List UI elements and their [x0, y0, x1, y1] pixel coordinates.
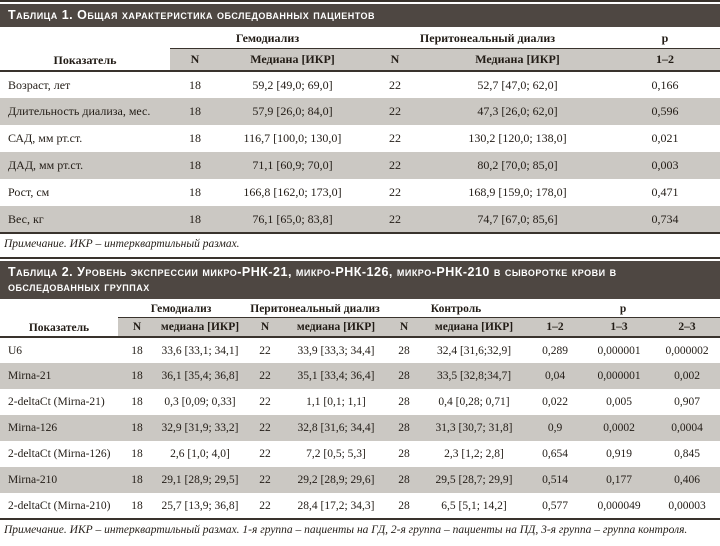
cell-value: 28 [398, 396, 410, 408]
table-row [0, 493, 720, 519]
cell-value: 0,000049 [597, 499, 641, 512]
cell-value: 33,5 [32,8;34,7] [436, 370, 512, 382]
cell-value: 0,177 [606, 474, 632, 486]
table1-group-hemodialysis: Гемодиализ [170, 27, 365, 49]
cell-value: 29,1 [28,9; 29,5] [161, 474, 239, 486]
cell-value: 0,021 [651, 131, 679, 145]
cell-value: 18 [131, 370, 143, 382]
table2-column-header-pokazatel: Показатель [0, 299, 118, 337]
table2-group-peritoneal-dialysis: Перитонеальный диализ [244, 299, 386, 318]
cell-value: 0,000001 [597, 344, 641, 357]
table1-subheader-median-pd: Медиана [ИКР] [425, 49, 610, 72]
cell-value: 18 [131, 499, 143, 512]
table-row [0, 467, 720, 493]
table2-group-control: Контроль [386, 299, 526, 318]
cell-value: 28 [398, 448, 410, 460]
cell-value: 0,734 [651, 211, 679, 226]
table2 [0, 299, 720, 520]
table-row [0, 337, 720, 363]
cell-value: 35,1 [33,4; 36,4] [297, 370, 375, 382]
cell-value: 33,9 [33,3; 34,4] [297, 344, 375, 357]
cell-value: 31,3 [30,7; 31,8] [435, 422, 513, 434]
cell-value: 80,2 [70,0; 85,0] [477, 158, 558, 172]
table2-top-rule [0, 257, 720, 259]
cell-value: 0,0004 [671, 422, 703, 434]
cell-value: 18 [131, 396, 143, 408]
table2-subheader-median-control: медиана [ИКР] [422, 318, 526, 338]
row-label: САД, мм рт.ст. [8, 131, 83, 145]
cell-value: 0,3 [0,09; 0,33] [164, 396, 236, 408]
cell-value: 22 [389, 158, 401, 172]
cell-value: 47,3 [26,0; 62,0] [477, 104, 558, 118]
row-label: Вес, кг [8, 211, 44, 226]
cell-value: 18 [131, 344, 143, 357]
table-row [0, 441, 720, 467]
cell-value: 0,471 [651, 185, 679, 199]
cell-value: 0,596 [651, 104, 679, 118]
cell-value: 0,166 [651, 77, 679, 92]
row-label: Mirna-210 [8, 474, 58, 486]
cell-value: 7,2 [0,5; 5,3] [306, 448, 366, 460]
table1 [0, 27, 720, 234]
cell-value: 22 [389, 131, 401, 145]
cell-value: 36,1 [35,4; 36,8] [161, 370, 239, 382]
cell-value: 18 [131, 474, 143, 486]
cell-value: 22 [259, 499, 271, 512]
table1-body [0, 71, 720, 233]
table2-section [0, 257, 720, 543]
table-row [0, 152, 720, 179]
cell-value: 28 [398, 370, 410, 382]
cell-value: 2,3 [1,2; 2,8] [444, 448, 504, 460]
cell-value: 52,7 [47,0; 62,0] [477, 77, 558, 92]
table2-footnote: Примечание. ИКР – интерквартильный размах. 1-я группа – пациенты на ГД, 2-я группа – пациенты на ПД, 3-я группа – группа контроля. [4, 524, 688, 536]
cell-value: 22 [389, 77, 401, 92]
cell-value: 28 [398, 422, 410, 434]
table1-subheader-p-1-2: 1–2 [610, 49, 720, 72]
table-row [0, 389, 720, 415]
cell-value: 0,00003 [668, 499, 706, 512]
table2-group-header-row [0, 299, 720, 318]
table-row [0, 206, 720, 233]
cell-value: 0,04 [544, 370, 566, 382]
cell-value: 0,022 [542, 396, 568, 408]
cell-value: 130,2 [120,0; 138,0] [468, 131, 567, 145]
table2-subheader-n-pd: N [244, 318, 286, 338]
cell-value: 0,000001 [597, 370, 641, 382]
table-row [0, 98, 720, 125]
row-label: Длительность диализа, мес. [8, 104, 151, 118]
table2-subheader-n-control: N [386, 318, 422, 338]
cell-value: 0,002 [674, 370, 700, 382]
row-label: 2-deltaCt (Mirna-126) [8, 448, 111, 460]
row-label: 2-deltaCt (Mirna-21) [8, 396, 105, 408]
cell-value: 0,907 [674, 396, 700, 408]
cell-value: 2,6 [1,0; 4,0] [170, 448, 230, 460]
cell-value: 25,7 [13,9; 36,8] [161, 499, 239, 512]
cell-value: 18 [189, 131, 201, 145]
cell-value: 29,5 [28,7; 29,9] [435, 474, 513, 486]
cell-value: 0,654 [542, 448, 568, 460]
row-label: ДАД, мм рт.ст. [8, 158, 84, 172]
table2-group-hemodialysis: Гемодиализ [118, 299, 244, 318]
cell-value: 22 [259, 396, 271, 408]
table1-footnote: Примечание. ИКР – интерквартильный размах. [4, 238, 240, 250]
cell-value: 0,577 [542, 499, 568, 512]
cell-value: 1,1 [0,1; 1,1] [306, 396, 366, 408]
table1-group-p-value: p [610, 27, 720, 49]
table1-group-header-row [0, 27, 720, 49]
cell-value: 22 [389, 104, 401, 118]
table2-subheader-p-1-2: 1–2 [526, 318, 584, 338]
cell-value: 29,2 [28,9; 29,6] [297, 474, 375, 486]
cell-value: 32,9 [31,9; 33,2] [161, 422, 239, 434]
cell-value: 28 [398, 344, 410, 357]
cell-value: 0,919 [606, 448, 632, 460]
cell-value: 28,4 [17,2; 34,3] [297, 499, 375, 512]
cell-value: 22 [389, 211, 401, 226]
table2-subheader-median-pd: медиана [ИКР] [286, 318, 386, 338]
cell-value: 18 [189, 77, 201, 92]
cell-value: 22 [259, 370, 271, 382]
table2-subheader-n-hd: N [118, 318, 156, 338]
row-label: Mirna-126 [8, 422, 58, 434]
table1-top-rule [0, 0, 720, 2]
table1-column-header-pokazatel: Показатель [0, 27, 170, 71]
cell-value: 28 [398, 474, 410, 486]
table-row [0, 125, 720, 152]
cell-value: 116,7 [100,0; 130,0] [243, 131, 342, 145]
cell-value: 0,003 [651, 158, 679, 172]
cell-value: 0,406 [674, 474, 700, 486]
cell-value: 18 [189, 104, 201, 118]
cell-value: 32,8 [31,6; 34,4] [297, 422, 375, 434]
row-label: Рост, см [8, 185, 50, 199]
table2-title: Таблица 2. Уровень экспрессии микро-РНК-21, микро-РНК-126, микро-РНК-210 в сыворотке крови в обследованных группах [0, 261, 720, 299]
cell-value: 18 [131, 448, 143, 460]
table2-subheader-p-2-3: 2–3 [654, 318, 720, 338]
cell-value: 0,000002 [665, 344, 709, 357]
table1-group-peritoneal-dialysis: Перитонеальный диализ [365, 27, 610, 49]
row-label: 2-deltaCt (Mirna-210) [8, 499, 111, 512]
cell-value: 59,2 [49,0; 69,0] [252, 77, 333, 92]
table1-subheader-median-hd: Медиана [ИКР] [220, 49, 365, 72]
table-row [0, 179, 720, 206]
cell-value: 18 [189, 158, 201, 172]
row-label: Mirna-21 [8, 370, 52, 382]
cell-value: 22 [259, 474, 271, 486]
table1-subheader-n-pd: N [365, 49, 425, 72]
cell-value: 18 [189, 211, 201, 226]
row-label: U6 [8, 344, 23, 357]
cell-value: 71,1 [60,9; 70,0] [252, 158, 333, 172]
cell-value: 76,1 [65,0; 83,8] [252, 211, 333, 226]
cell-value: 0,514 [542, 474, 568, 486]
cell-value: 18 [131, 422, 143, 434]
cell-value: 0,289 [542, 344, 568, 357]
cell-value: 28 [398, 499, 410, 512]
row-label: Возраст, лет [8, 77, 71, 92]
cell-value: 22 [259, 448, 271, 460]
table1-section [0, 0, 720, 257]
cell-value: 57,9 [26,0; 84,0] [252, 104, 333, 118]
cell-value: 22 [389, 185, 401, 199]
table-row [0, 363, 720, 389]
table-row [0, 71, 720, 98]
cell-value: 74,7 [67,0; 85,6] [477, 211, 558, 226]
cell-value: 166,8 [162,0; 173,0] [243, 185, 342, 199]
table2-body [0, 337, 720, 519]
cell-value: 32,4 [31,6;32,9] [436, 344, 512, 357]
cell-value: 22 [259, 422, 271, 434]
cell-value: 0,0002 [603, 422, 635, 434]
cell-value: 33,6 [33,1; 34,1] [161, 344, 239, 357]
cell-value: 18 [189, 185, 201, 199]
cell-value: 0,4 [0,28; 0,71] [438, 396, 510, 408]
table1-title: Таблица 1. Общая характеристика обследованных пациентов [0, 4, 720, 27]
cell-value: 22 [259, 344, 271, 357]
cell-value: 6,5 [5,1; 14,2] [441, 499, 507, 512]
cell-value: 168,9 [159,0; 178,0] [468, 185, 567, 199]
table-row [0, 415, 720, 441]
cell-value: 0,9 [547, 422, 563, 434]
table1-subheader-n-hd: N [170, 49, 220, 72]
cell-value: 0,845 [674, 448, 700, 460]
table2-group-p-value: p [526, 299, 720, 318]
cell-value: 0,005 [606, 396, 632, 408]
table2-subheader-median-hd: медиана [ИКР] [156, 318, 244, 338]
table2-subheader-p-1-3: 1–3 [584, 318, 654, 338]
